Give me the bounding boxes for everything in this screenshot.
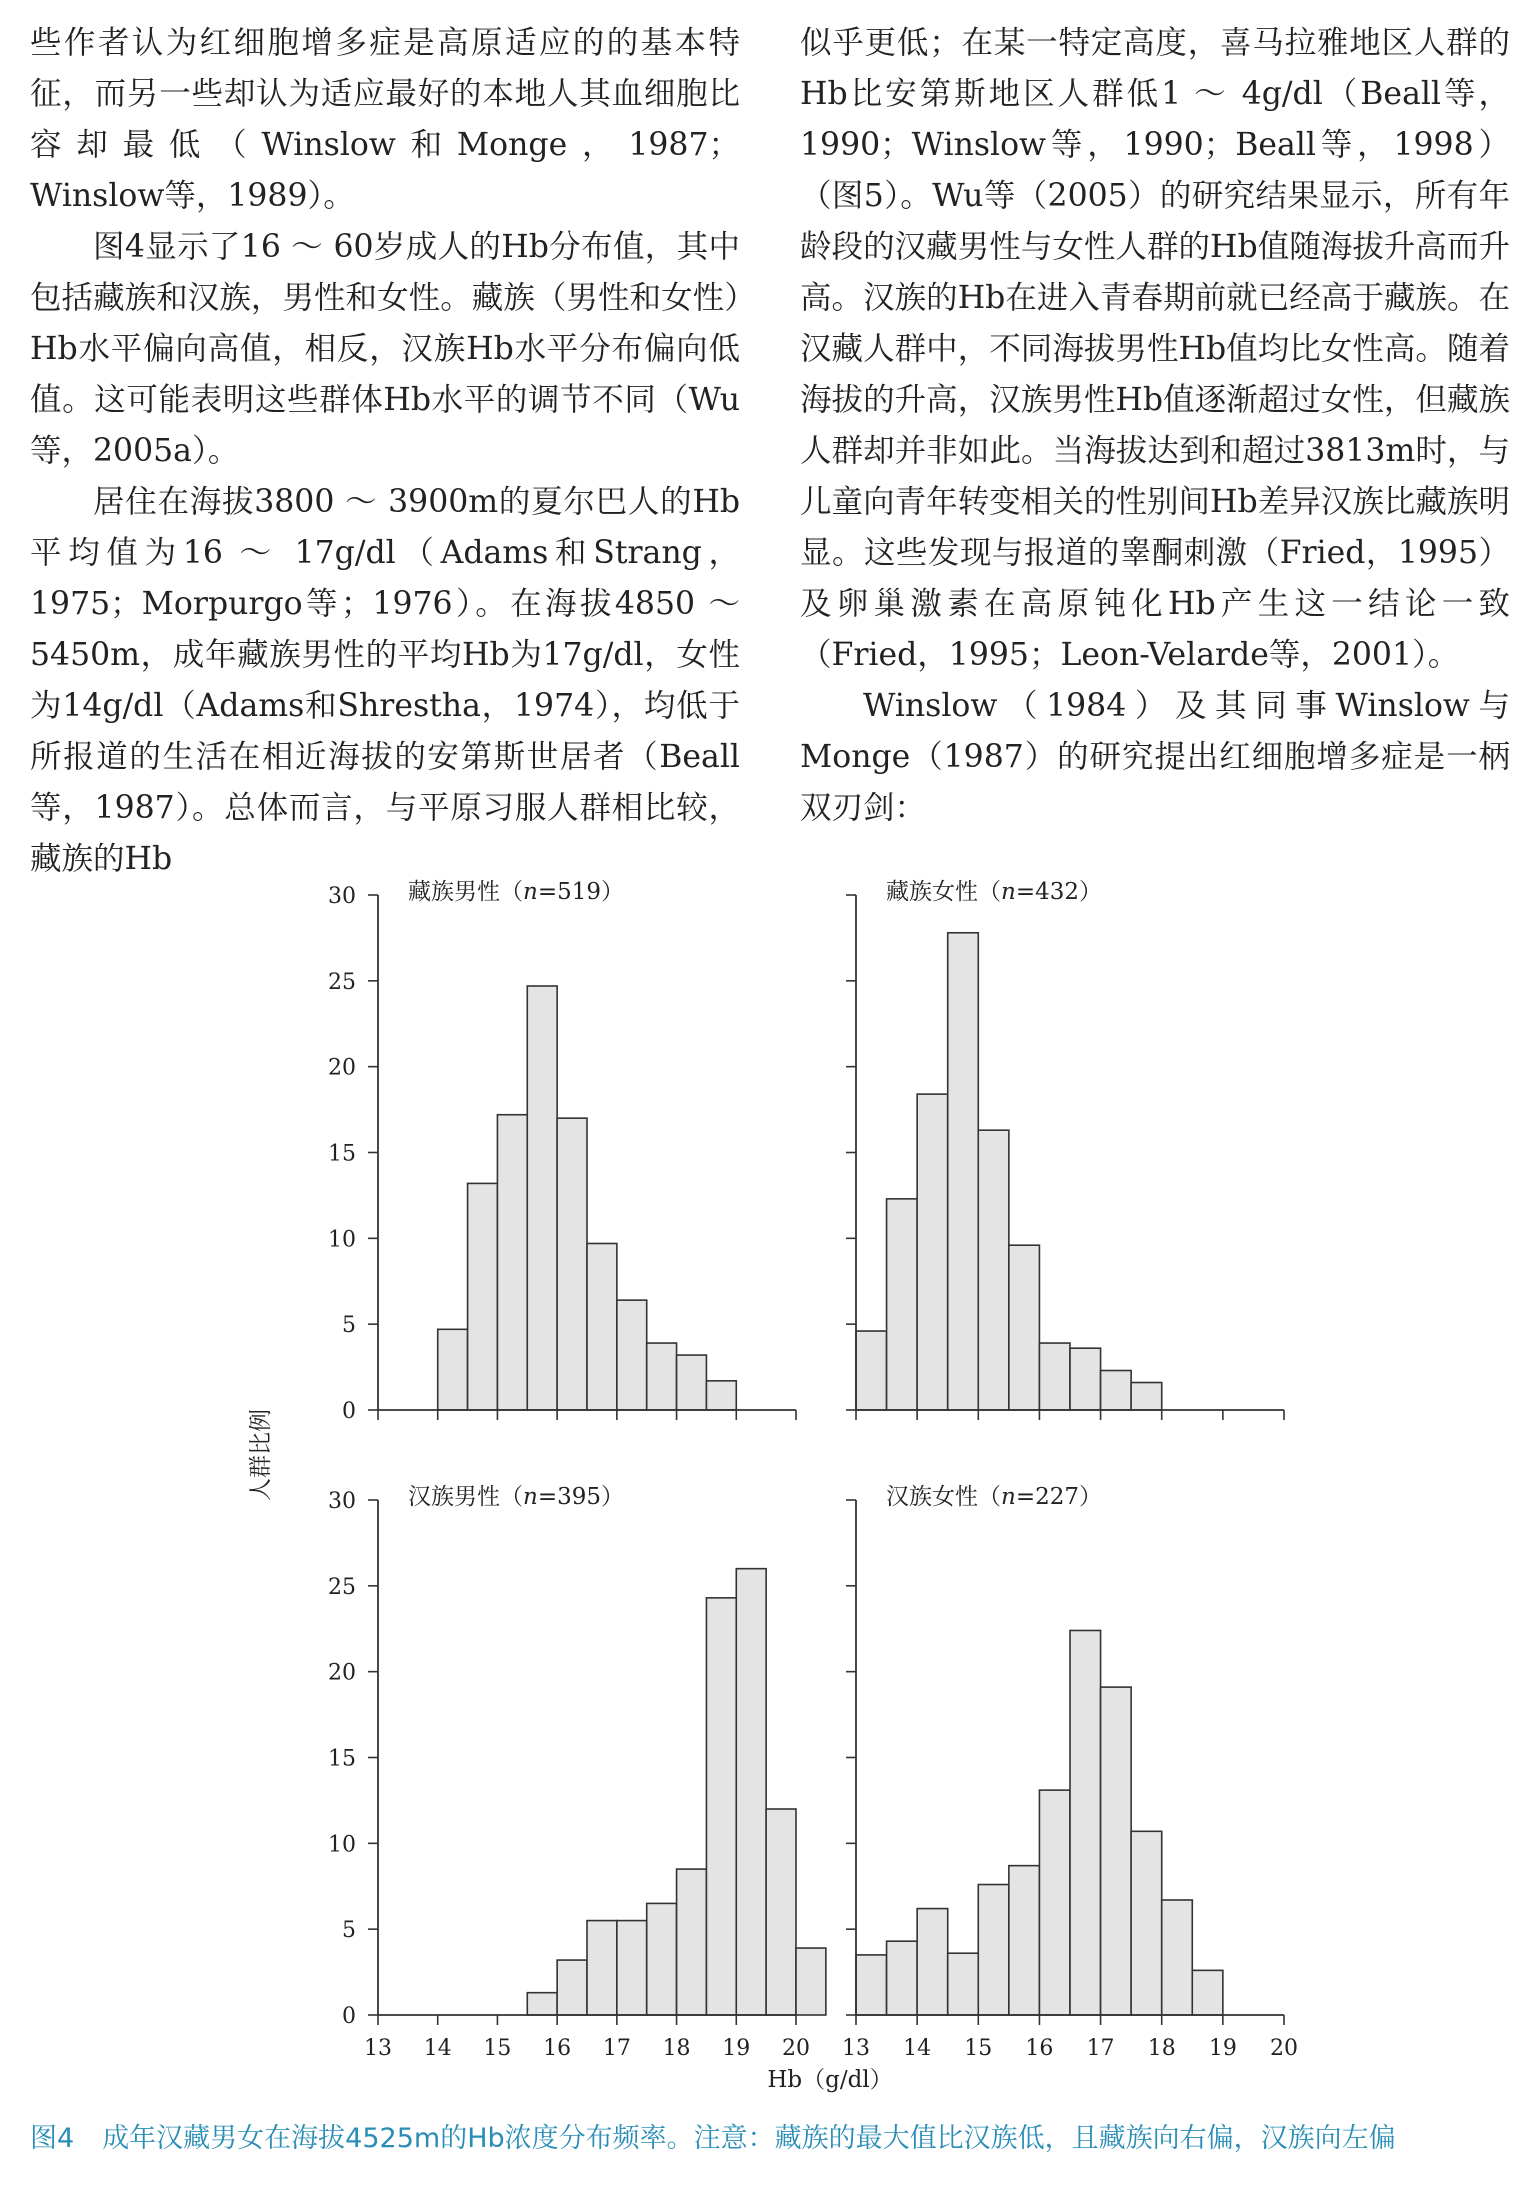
top-left-ytick-label-5: 5 [342,1313,356,1339]
top-left-ytick-label-25: 25 [328,969,356,995]
top-left-ytick-label-30: 30 [328,884,356,909]
bottom-left-bar-9 [796,1948,826,2015]
top-right-bar-9 [1131,1383,1162,1410]
bottom-left-ytick-label-5: 5 [342,1918,356,1944]
top-right-bar-5 [1009,1245,1040,1410]
bottom-right-bar-10 [1162,1900,1193,2015]
top-left-bar-7 [617,1300,647,1410]
top-left-panel-title: 藏族男性（n=519） [408,879,624,905]
caption-number: 图4 [30,2123,75,2154]
bottom-left-bar-3 [617,1921,647,2015]
bottom-right-xtick-label-17: 17 [1086,2036,1115,2061]
left-column [30,18,740,885]
bottom-left-bar-8 [766,1809,796,2015]
bottom-left-bar-0 [527,1993,557,2015]
bottom-left-xtick-label-17: 17 [602,2036,631,2061]
bottom-right-xtick-label-15: 15 [964,2036,993,2061]
top-right-bar-3 [948,933,979,1410]
caption-text: 成年汉藏男女在海拔4525m的Hb浓度分布频率。注意：藏族的最大值比汉族低，且藏族向右偏，汉族向左偏 [102,2123,1396,2154]
bottom-left-ytick-label-25: 25 [328,1574,356,1600]
top-right-bar-4 [978,1130,1009,1410]
bottom-right-bar-11 [1192,1970,1223,2015]
bottom-left-ytick-label-15: 15 [328,1746,356,1772]
bottom-left-xtick-label-14: 14 [423,2036,452,2061]
top-left-bar-8 [647,1343,677,1410]
bottom-right-xtick-label-19: 19 [1208,2036,1237,2061]
bottom-right-bar-5 [1009,1866,1040,2015]
right-column [800,18,1510,834]
bottom-right-bar-2 [917,1909,948,2015]
bottom-left-xtick-label-15: 15 [483,2036,512,2061]
bottom-right-bar-3 [948,1953,979,2015]
top-left-bar-2 [468,1183,498,1410]
bottom-left-bar-2 [587,1921,617,2015]
bottom-right-xtick-label-14: 14 [903,2036,932,2061]
top-right-bar-8 [1101,1371,1132,1410]
bottom-right-bar-4 [978,1885,1009,2015]
top-left-bar-9 [677,1355,707,1410]
bottom-left-xtick-label-20: 20 [782,2036,810,2061]
paragraph-right-1: 似乎更低；在某一特定高度，喜马拉雅地区人群的Hb比安第斯地区人群低1 ～ 4g/dl（Beall等，1990；Winslow等，1990；Beall等，1998）（图5）。Wu等（2005）的研究结果显示，所有年龄段的汉藏男性与女性人群的Hb值随海拔升高而升高。汉族的Hb在进入青春期前就已经高于藏族。在汉藏人群中，不同海拔男性Hb值均比女性高。随着海拔的升高，汉族男性Hb值逐渐超过女性，但藏族人群却并非如此。当海拔达到和超过3813m时，与儿童向青年转变相关的性别间Hb差异汉族比藏族明显。这些发现与报道的睾酮刺激（Fried，1995）及卵巢激素在高原钝化Hb产生这一结论一致（Fried，1995；Leon-Velarde等，2001）。 [800,25,1510,673]
bottom-left-bar-4 [647,1903,677,2015]
bottom-left-bar-6 [706,1598,736,2015]
top-right-bar-2 [917,1094,948,1410]
figure-4 [0,855,1536,2125]
bottom-left-xtick-label-19: 19 [722,2036,751,2061]
top-right-bar-7 [1070,1348,1101,1410]
bottom-right-bar-0 [856,1955,887,2015]
top-left-bar-3 [497,1115,527,1410]
top-left-bar-4 [527,986,557,1410]
bottom-left-bar-5 [677,1869,707,2015]
paragraph-left-1: 些作者认为红细胞增多症是高原适应的的基本特征，而另一些却认为适应最好的本地人其血细胞比容却最低（Winslow和Monge，1987；Winslow等，1989）。 [30,25,740,214]
bottom-right-xtick-label-18: 18 [1147,2036,1176,2061]
top-left-bar-10 [706,1381,736,1410]
bottom-left-ytick-label-30: 30 [328,1489,356,1514]
top-left-ytick-label-10: 10 [328,1227,356,1253]
top-right-bar-1 [887,1199,918,1410]
top-right-bar-6 [1039,1343,1070,1410]
bottom-left-panel-title: 汉族男性（n=395） [408,1484,624,1510]
bottom-left-ytick-label-10: 10 [328,1832,356,1858]
bottom-left-xtick-label-13: 13 [364,2036,392,2061]
bottom-left-ytick-label-0: 0 [342,2004,356,2029]
bottom-left-bar-7 [736,1569,766,2015]
paragraph-left-2: 图4显示了16 ～ 60岁成人的Hb分布值，其中包括藏族和汉族，男性和女性。藏族（男性和女性）Hb水平偏向高值，相反，汉族Hb水平分布偏向低值。这可能表明这些群体Hb水平的调节不同（Wu等，2005a）。 [30,229,740,469]
top-right-bar-0 [856,1331,887,1410]
bottom-right-bar-1 [887,1941,918,2015]
histogram-figure [0,855,1536,2125]
top-left-ytick-label-0: 0 [342,1399,356,1424]
paragraph-right-2: Winslow（1984）及其同事Winslow与Monge（1987）的研究提出红细胞增多症是一柄双刃剑： [800,688,1510,826]
bottom-left-xtick-label-18: 18 [662,2036,691,2061]
x-axis-label: Hb（g/dl） [767,2067,893,2093]
bottom-right-xtick-label-13: 13 [842,2036,870,2061]
bottom-left-ytick-label-20: 20 [328,1660,356,1686]
top-left-ytick-label-20: 20 [328,1055,356,1081]
top-right-panel-title: 藏族女性（n=432） [886,879,1102,905]
y-axis-label: 人群比例 [248,1409,274,1501]
bottom-right-bar-9 [1131,1831,1162,2015]
bottom-right-bar-6 [1039,1790,1070,2015]
bottom-left-xtick-label-16: 16 [543,2036,572,2061]
figure-caption [30,2118,1506,2160]
bottom-right-bar-8 [1101,1687,1132,2015]
paragraph-left-3: 居住在海拔3800 ～ 3900m的夏尔巴人的Hb平均值为16 ～ 17g/dl（Adams和Strang，1975；Morpurgo等；1976）。在海拔4850 ～ 5450m，成年藏族男性的平均Hb为17g/dl，女性为14g/dl（Adams和Shrestha，1974），均低于所报道的生活在相近海拔的安第斯世居者（Beall等，1987）。总体而言，与平原习服人群相比较，藏族的Hb [30,484,740,877]
top-left-bar-5 [557,1118,587,1410]
bottom-left-bar-1 [557,1960,587,2015]
top-left-bar-1 [438,1329,468,1410]
bottom-right-bar-7 [1070,1630,1101,2015]
bottom-right-xtick-label-16: 16 [1025,2036,1054,2061]
top-left-ytick-label-15: 15 [328,1141,356,1167]
bottom-right-panel-title: 汉族女性（n=227） [886,1484,1102,1510]
top-left-bar-6 [587,1243,617,1410]
bottom-right-xtick-label-20: 20 [1270,2036,1298,2061]
